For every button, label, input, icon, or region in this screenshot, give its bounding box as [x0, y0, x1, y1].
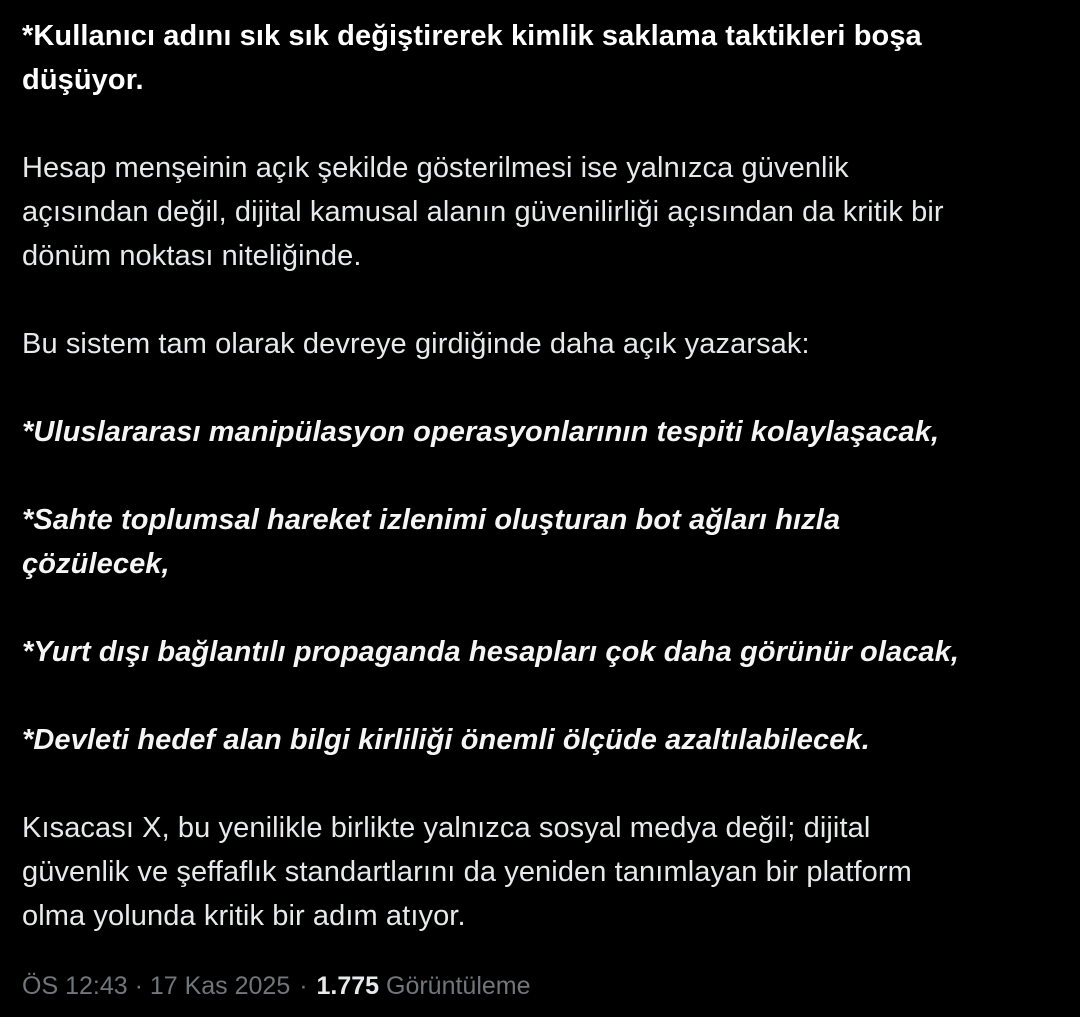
post-paragraph — [22, 806, 1058, 938]
post-text-line: Bu sistem tam olarak devreye girdiğinde daha açık yazarsak: — [22, 328, 810, 360]
post-paragraph — [22, 410, 1058, 454]
post-paragraph — [22, 718, 1058, 762]
post-paragraph — [22, 14, 1058, 102]
post-paragraph — [22, 322, 1058, 366]
views-count: 1.775 — [316, 972, 380, 1000]
post-paragraph — [22, 630, 1058, 674]
post-text-line: Kısacası X, bu yenilikle birlikte yalnızca sosyal medya değil; dijital — [22, 812, 871, 844]
post-text-line: *Devleti hedef alan bilgi kirliliği önemli ölçüde azaltılabilecek. — [22, 724, 870, 756]
post-text-line: *Sahte toplumsal hareket izlenimi oluşturan bot ağları hızla — [22, 504, 841, 536]
post-text-line: güvenlik ve şeffaflık standartlarını da yeniden tanımlayan bir platform — [22, 856, 912, 888]
post-paragraph — [22, 498, 1058, 586]
post-meta-row — [0, 970, 1080, 1002]
post-timestamp[interactable]: ÖS 12:43 · 17 Kas 2025 — [22, 972, 291, 1000]
post-paragraph — [22, 146, 1058, 278]
post-text-line: Hesap menşeinin açık şekilde gösterilmesi ise yalnızca güvenlik — [22, 152, 849, 184]
meta-dot-separator: · — [299, 972, 308, 1000]
post-text-line: *Uluslararası manipülasyon operasyonlarının tespiti kolaylaşacak, — [22, 416, 940, 448]
post-text-line: dönüm noktası niteliğinde. — [22, 240, 362, 272]
post-text-line: çözülecek, — [22, 548, 170, 580]
post-text-line: düşüyor. — [22, 64, 144, 96]
post-text-line: olma yolunda kritik bir adım atıyor. — [22, 900, 466, 932]
post-text-line: *Yurt dışı bağlantılı propaganda hesapları çok daha görünür olacak, — [22, 636, 960, 668]
views-label: Görüntüleme — [386, 972, 531, 1000]
post-text-line: açısından değil, dijital kamusal alanın güvenilirliği açısından da kritik bir — [22, 196, 944, 228]
post-text-line: *Kullanıcı adını sık sık değiştirerek kimlik saklama taktikleri boşa — [22, 20, 922, 52]
